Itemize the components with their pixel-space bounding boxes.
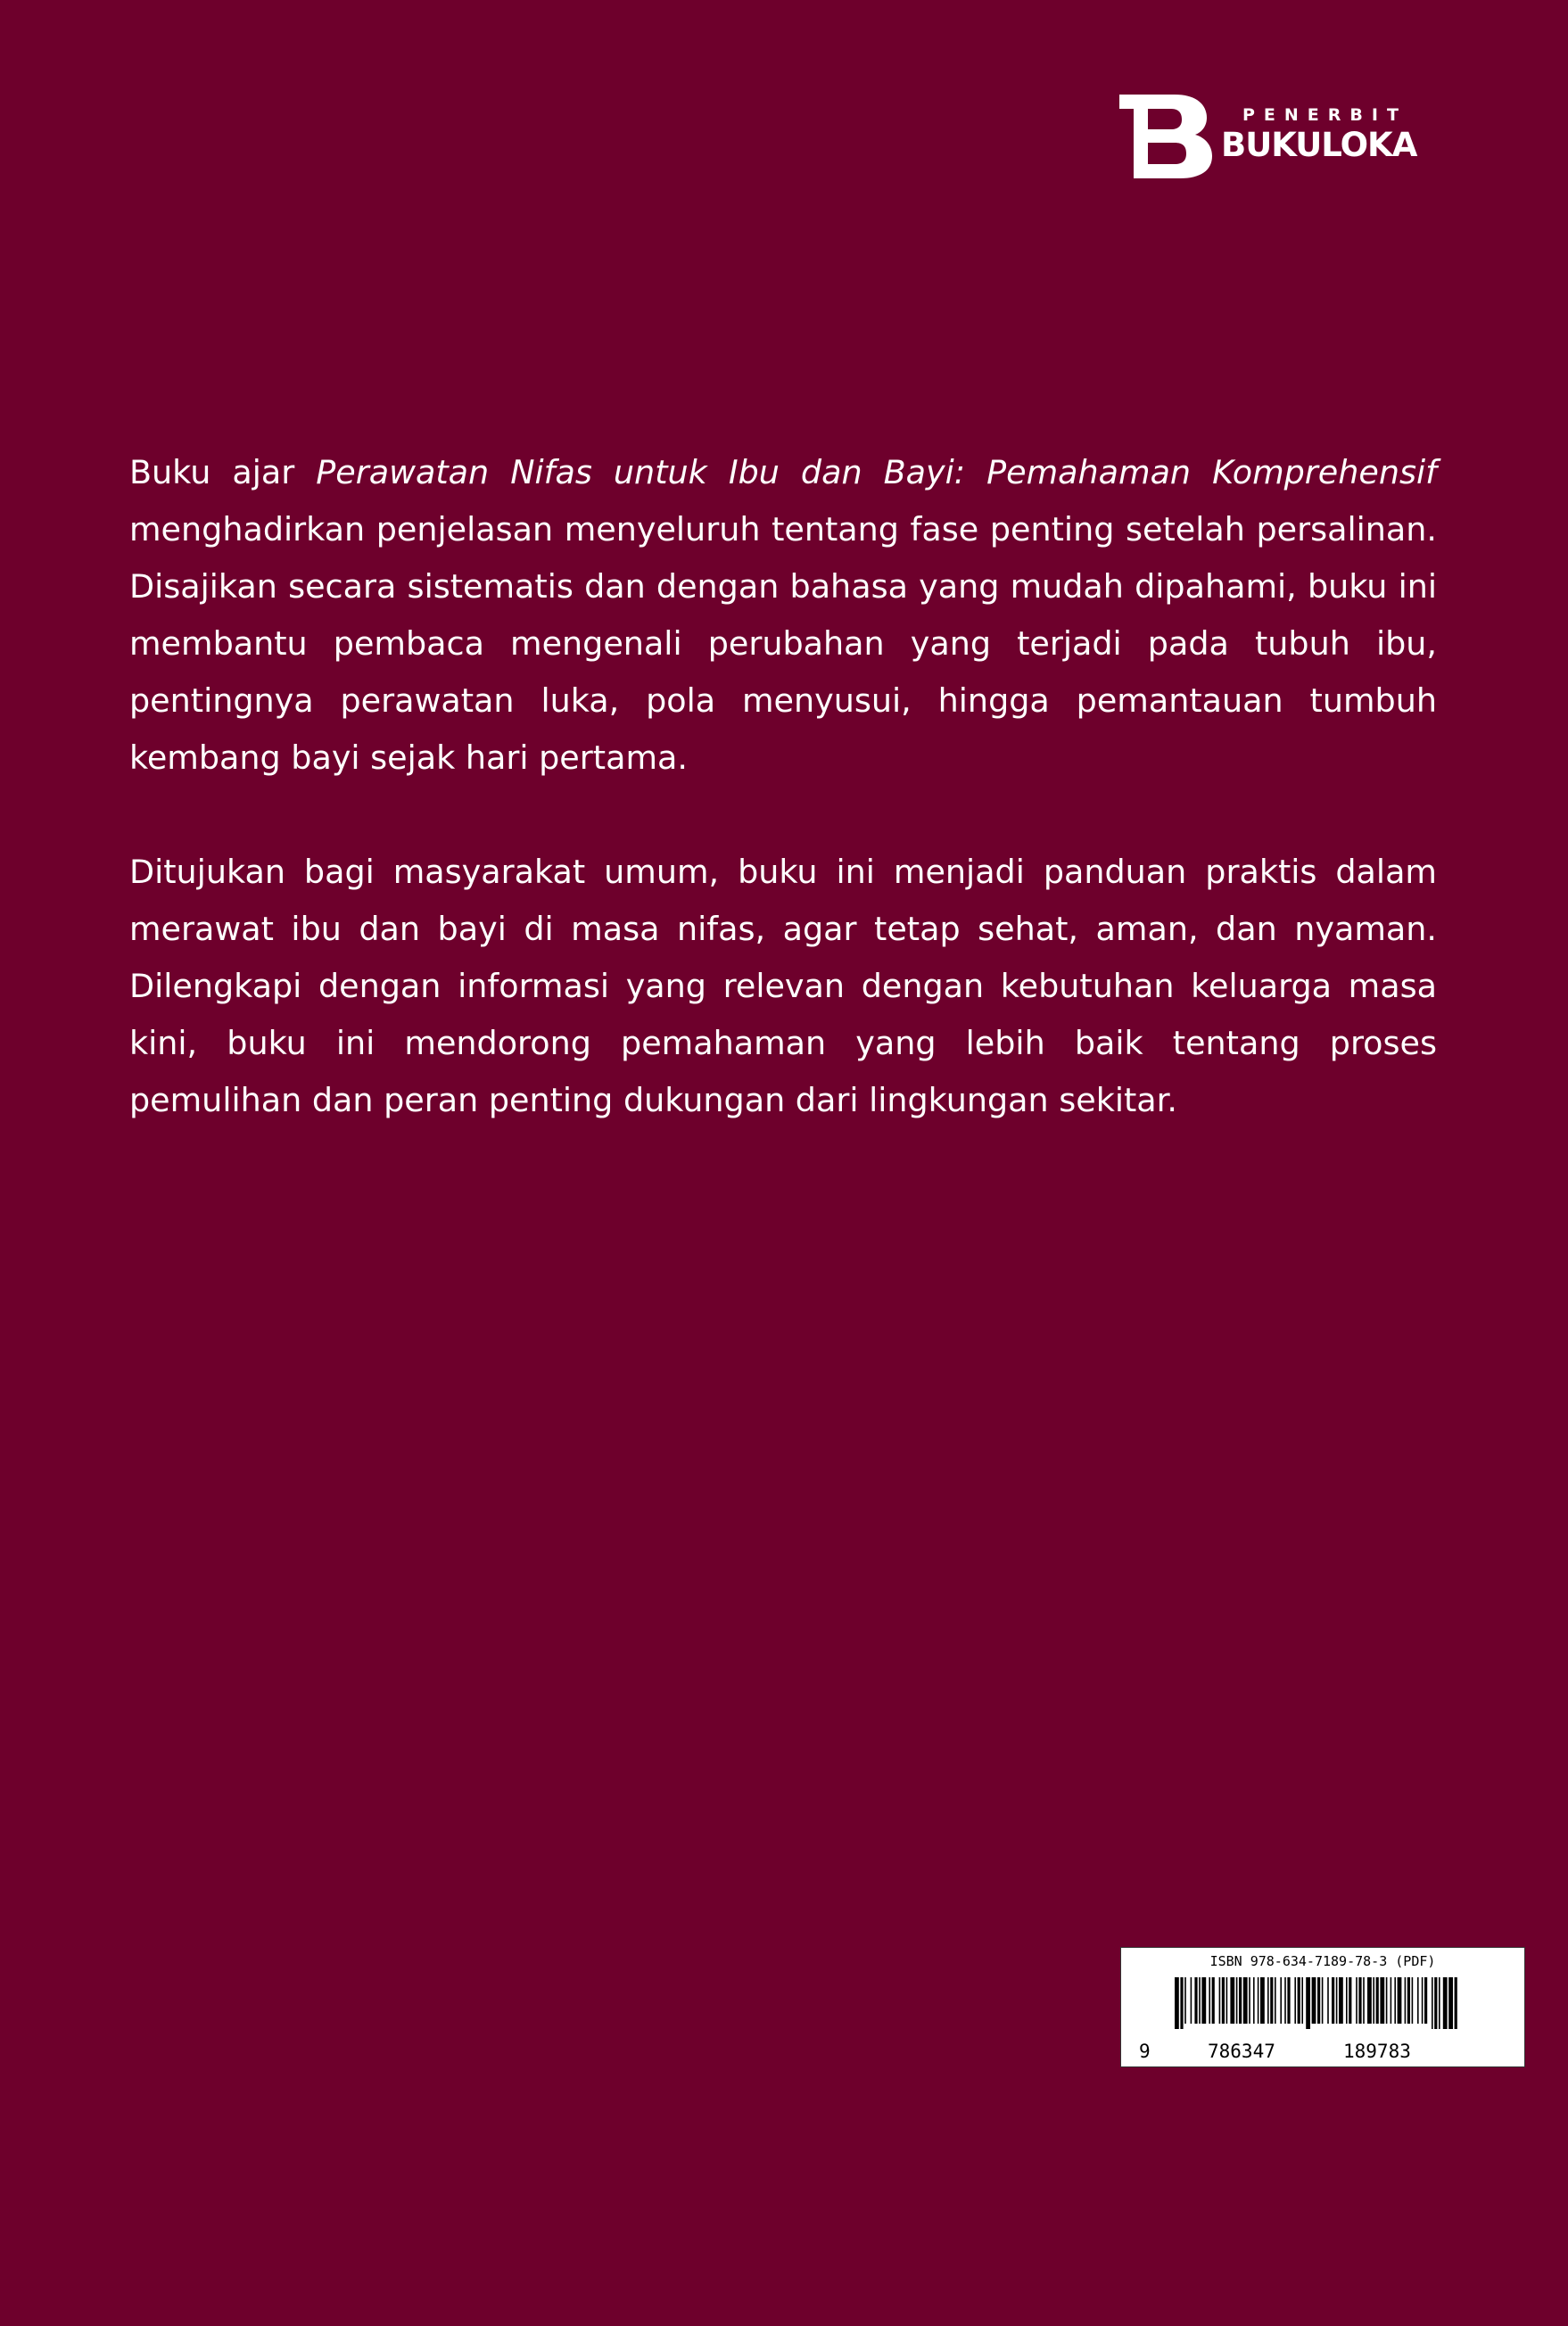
blurb-paragraph-1 — [129, 444, 1437, 787]
barcode-bar — [1226, 1977, 1228, 2024]
barcode-bar — [1184, 1977, 1186, 2024]
barcode-bar — [1322, 1977, 1324, 2024]
barcode-bar — [1298, 1977, 1300, 2024]
blurb-body: menghadirkan penjelasan menyeluruh tentang fase penting setelah persalinan. Disajikan secara sistematis dan dengan bahasa yang mudah dipahami, buku ini membantu pembaca mengenali perubahan yang terjadi pada tubuh ibu, pentingnya perawatan luka, pola menyusui, hingga pemantauan tumbuh kembang bayi sejak hari pertama. — [129, 510, 1437, 777]
barcode-bar — [1412, 1977, 1414, 2024]
letter-b-logo-icon — [1119, 95, 1212, 178]
isbn-barcode-box — [1120, 1947, 1525, 2067]
barcode-bar — [1306, 1977, 1310, 2029]
barcode-bar — [1443, 1977, 1448, 2029]
barcode-bar — [1407, 1977, 1410, 2024]
barcode-bar — [1294, 1977, 1296, 2024]
barcode-bar — [1448, 1977, 1453, 2029]
publisher-logo — [1119, 95, 1440, 178]
barcode-bar — [1301, 1977, 1303, 2024]
barcode-bar — [1199, 1977, 1201, 2024]
barcode-bar — [1332, 1977, 1334, 2024]
barcode-bar — [1434, 1977, 1437, 2029]
barcode-bar — [1422, 1977, 1424, 2024]
barcode-bar — [1201, 1977, 1206, 2024]
barcode-bar — [1287, 1977, 1290, 2024]
barcode-bar — [1432, 1977, 1433, 2029]
barcode-bar — [1327, 1977, 1329, 2024]
barcode-bar — [1455, 1977, 1457, 2029]
barcode-bar — [1175, 1977, 1179, 2029]
barcode-bar — [1236, 1977, 1238, 2024]
barcode-bar — [1312, 1977, 1316, 2024]
blurb-intro: Buku ajar — [129, 453, 295, 491]
barcode-bar — [1317, 1977, 1320, 2024]
barcode-bar — [1275, 1977, 1276, 2024]
barcode-bar — [1219, 1977, 1221, 2024]
barcode-bar — [1270, 1977, 1273, 2024]
barcode-bar — [1194, 1977, 1197, 2024]
barcode-bar — [1398, 1977, 1402, 2024]
publisher-name: BUKULOKA — [1221, 126, 1417, 164]
barcode-bar — [1191, 1977, 1193, 2024]
barcode-bar — [1439, 1977, 1440, 2029]
isbn-label: ISBN 978-634-7189-78-3 (PDF) — [1209, 1953, 1436, 1969]
barcode-bar — [1386, 1977, 1388, 2024]
barcode-bar — [1239, 1977, 1242, 2024]
barcode-bar — [1284, 1977, 1286, 2024]
barcode-bar — [1258, 1977, 1259, 2024]
barcode-bar — [1373, 1977, 1374, 2024]
barcode-bar — [1243, 1977, 1248, 2024]
book-blurb — [129, 444, 1437, 1129]
barcode-bar — [1212, 1977, 1215, 2024]
barcode-bar — [1280, 1977, 1282, 2024]
barcode-bar — [1367, 1977, 1372, 2024]
barcode-digits-right: 189783 — [1343, 2041, 1411, 2062]
barcode-bar — [1394, 1977, 1396, 2024]
barcode-bar — [1267, 1977, 1269, 2024]
barcode-bar — [1253, 1977, 1255, 2024]
barcode-bar — [1380, 1977, 1384, 2024]
barcode-bar — [1424, 1977, 1427, 2024]
barcode-bar — [1391, 1977, 1392, 2024]
barcode-bar — [1346, 1977, 1348, 2024]
book-title: Perawatan Nifas untuk Ibu dan Bayi: Pemahaman Komprehensif — [316, 453, 1437, 491]
blurb-paragraph-2: Ditujukan bagi masyarakat umum, buku ini menjadi panduan praktis dalam merawat ibu dan bayi di masa nifas, agar tetap sehat, aman, dan nyaman. Dilengkapi dengan informasi yang relevan dengan kebutuhan keluarga masa kini, buku ini mendorong pemahaman yang lebih baik tentang proses pemulihan dan peran penting dukungan dari lingkungan sekitar. — [129, 853, 1437, 1119]
publisher-label-small: PENERBIT — [1242, 105, 1407, 125]
barcode-bar — [1363, 1977, 1365, 2024]
barcode-bar — [1249, 1977, 1250, 2024]
barcode-bar — [1358, 1977, 1361, 2024]
barcode-bar — [1356, 1977, 1358, 2024]
barcode-bar — [1180, 1977, 1183, 2029]
barcode-bar — [1405, 1977, 1407, 2024]
barcode-bar — [1230, 1977, 1234, 2024]
barcode-bar — [1222, 1977, 1225, 2024]
barcode-digits-left: 786347 — [1208, 2041, 1275, 2062]
barcode-digit-lead: 9 — [1139, 2041, 1151, 2062]
barcode-bar — [1260, 1977, 1265, 2024]
barcode-bar — [1336, 1977, 1338, 2024]
barcode-bar — [1339, 1977, 1343, 2024]
barcode-bar — [1209, 1977, 1210, 2024]
barcode-bar — [1417, 1977, 1419, 2024]
barcode-icon — [1173, 1977, 1458, 2029]
barcode-bar — [1376, 1977, 1379, 2024]
barcode-bar — [1349, 1977, 1351, 2024]
